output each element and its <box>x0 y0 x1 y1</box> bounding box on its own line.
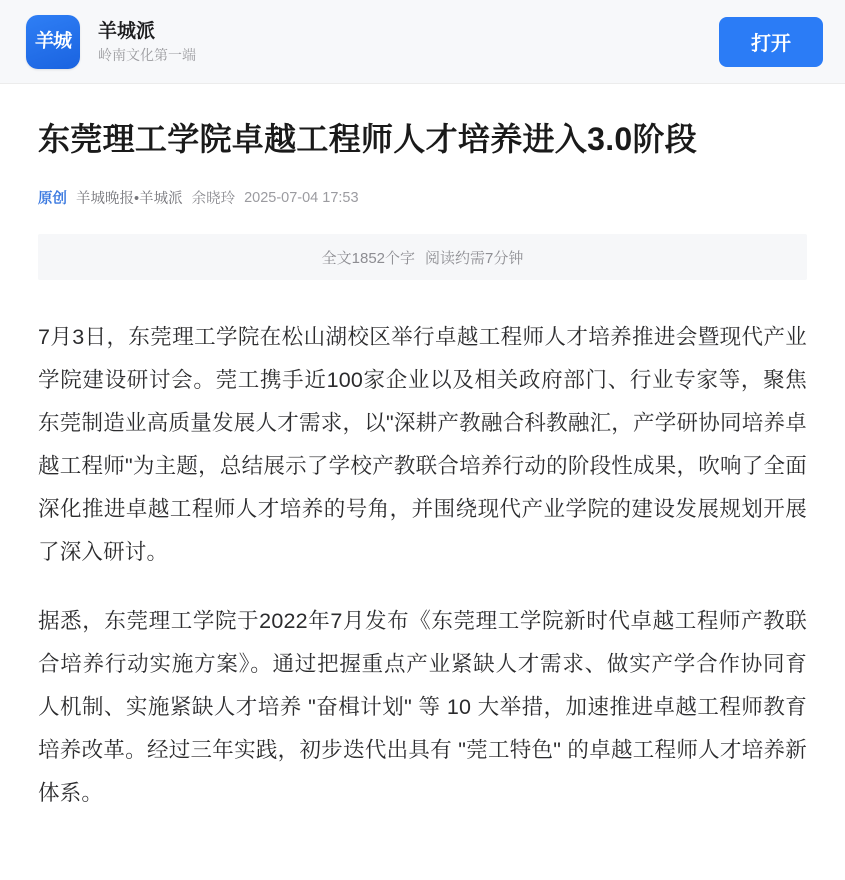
app-logo-text: 羊城 <box>34 30 72 52</box>
app-logo-icon <box>26 15 80 69</box>
byline-date: 2025-07-04 17:53 <box>244 189 359 206</box>
article-container <box>0 84 845 815</box>
app-promo-bar <box>0 0 845 84</box>
byline-source: 羊城晚报•羊城派 <box>76 191 183 208</box>
app-meta <box>98 22 196 62</box>
app-name: 羊城派 <box>98 20 156 42</box>
app-slogan: 岭南文化第一端 <box>98 46 196 63</box>
article-paragraph: 7月3日，东莞理工学院在松山湖校区举行卓越工程师人才培养推进会暨现代产业学院建设研讨会。莞工携手近100家企业以及相关政府部门、行业专家等，聚焦东莞制造业高质量发展人才需求，以"深耕产教融合科教融汇，产学研协同培养卓越工程师"为主题，总结展示了学校产教联合培养行动的阶段性成果，吹响了全面深化推进卓越工程师人才培养的号角，并围绕现代产业学院的建设发展规划开展了深入研讨。 <box>38 325 807 565</box>
article-body <box>38 316 807 815</box>
reading-info-bar <box>38 234 807 280</box>
article-paragraph: 据悉，东莞理工学院于2022年7月发布《东莞理工学院新时代卓越工程师产教联合培养行动实施方案》。通过把握重点产业紧缺人才需求、做实产学合作协同育人机制、实施紧缺人才培养 "奋楫计划" 等 10 大举措，加速推进卓越工程师教育培养改革。经过三年实践，初步迭代出具有 "莞工特色" 的卓越工程师人才培养新体系。 <box>38 609 807 806</box>
open-app-button[interactable]: 打开 <box>719 17 823 67</box>
article-title: 东莞理工学院卓越工程师人才培养进入3.0阶段 <box>38 121 698 157</box>
original-badge: 原创 <box>38 191 67 208</box>
word-count-label: 全文1852个字 <box>321 249 416 267</box>
byline-author: 余晓玲 <box>191 191 236 208</box>
read-time-label: 阅读约需7分钟 <box>425 249 524 267</box>
article-byline <box>38 187 807 208</box>
